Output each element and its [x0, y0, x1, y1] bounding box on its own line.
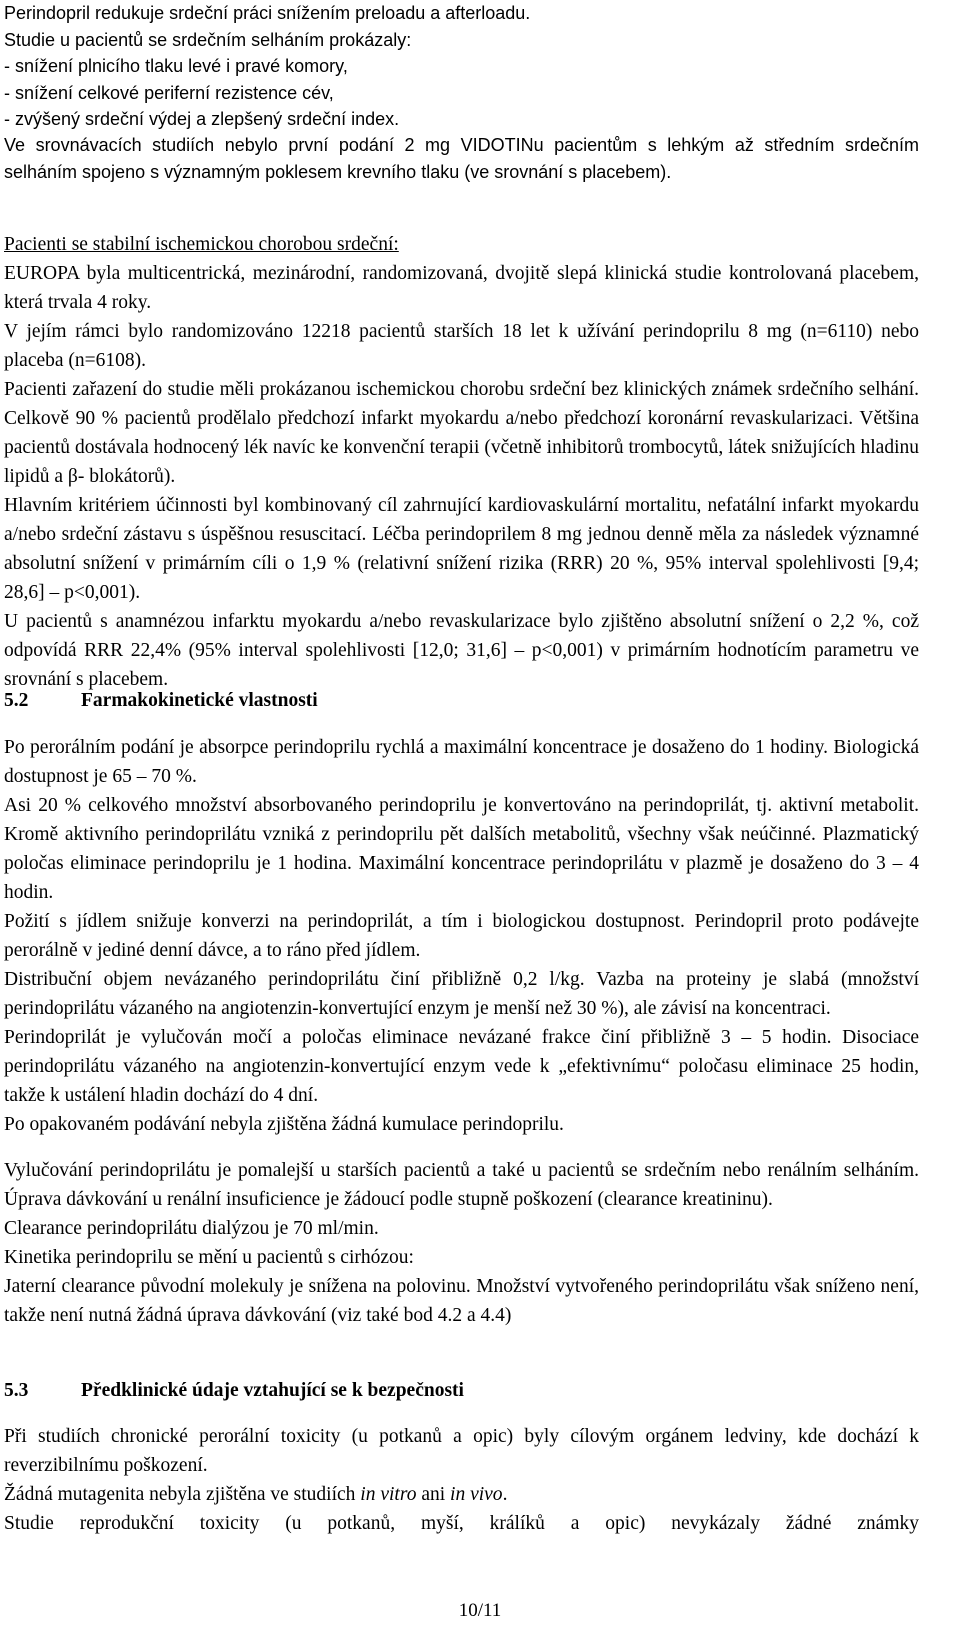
europa-paragraph-3: Pacienti zařazení do studie měli prokázanou ischemickou chorobu srdeční bez klinických známek srdečního selhání. Celkově 90 % pacientů prodělalo předchozí infarkt myokardu a/nebo předchozí koronární revaskularizaci. Většina pacientů dostávala hodnocený lék navíc ke konvenční terapii (včetně inhibitorů trombocytů, látek snižujících hladinu lipidů a β- blokátorů).	[4, 379, 919, 487]
intro-paragraph-2: Studie u pacientů se srdečním selháním prokázaly:	[4, 29, 412, 50]
europa-block	[4, 230, 919, 694]
section-title: Farmakokinetické vlastnosti	[81, 690, 318, 711]
section-5-2-block-a	[4, 733, 919, 1139]
section-5-3-block	[4, 1422, 919, 1538]
safety-paragraph-2-text: Žádná mutagenita nebyla zjištěna ve studiích	[4, 1484, 361, 1505]
section-title: Předklinické údaje vztahující se k bezpečnosti	[81, 1380, 464, 1401]
pk-paragraph-10: Jaterní clearance původní molekuly je snížena na polovinu. Množství vytvořeného perindoprilátu však sníženo není, takže není nutná žádná úprava dávkování (viz také bod 4.2 a 4.4)	[4, 1276, 919, 1326]
pk-paragraph-8: Clearance perindoprilátu dialýzou je 70 ml/min.	[4, 1218, 379, 1239]
pk-paragraph-4: Distribuční objem nevázaného perindoprilátu činí přibližně 0,2 l/kg. Vazba na proteiny je slabá (množství perindoprilátu vázaného na angiotenzin-konvertující enzym je menší než 30 %), ale závisí na koncentraci.	[4, 969, 919, 1019]
safety-paragraph-3: Studie reprodukční toxicity (u potkanů, myší, králíků a opic) nevykázaly žádné známky	[4, 1513, 919, 1534]
europa-paragraph-2: V jejím rámci bylo randomizováno 12218 pacientů starších 18 let k užívání perindoprilu 8 mg (n=6110) nebo placeba (n=6108).	[4, 321, 919, 371]
pk-paragraph-5: Perindoprilát je vylučován močí a poločas eliminace nevázané frakce činí přibližně 3 – 5 hodin. Disociace perindoprilátu vázaného na angiotenzin-konvertující enzym vede k „efektivnímu“ poločasu eliminace 25 hodin, takže k ustálení hladin dochází do 4 dní.	[4, 1027, 919, 1106]
pk-paragraph-3: Požití s jídlem snižuje konverzi na perindoprilát, a tím i biologickou dostupnost. Perindopril proto podávejte perorálně v jediné denní dávce, a to ráno před jídlem.	[4, 911, 919, 961]
in-vivo-term: in vivo	[450, 1484, 503, 1505]
intro-block	[4, 0, 919, 133]
europa-heading: Pacienti se stabilní ischemickou chorobou srdeční:	[4, 234, 399, 255]
europa-paragraph-5: U pacientů s anamnézou infarktu myokardu a/nebo revaskularizace bylo zjištěno absolutní snížení o 2,2 %, což odpovídá RRR 22,4% (95% interval spolehlivosti [12,0; 31,6] – p<0,001) v primárním hodnotícím parametru ve srovnání s placebem.	[4, 611, 919, 690]
section-5-2-heading	[4, 686, 919, 715]
page-number: 10/11	[458, 1600, 502, 1621]
in-vitro-term: in vitro	[360, 1484, 417, 1505]
pk-paragraph-6: Po opakovaném podávání nebyla zjištěna žádná kumulace perindoprilu.	[4, 1114, 564, 1135]
europa-paragraph-4: Hlavním kritériem účinnosti byl kombinovaný cíl zahrnující kardiovaskulární mortalitu, nefatální infarkt myokardu a/nebo srdeční zástavu s úspěšnou resuscitací. Léčba perindoprilem 8 mg jednou denně měla za následek významné absolutní snížení v primárním cíli o 1,9 % (relativní snížení rizika (RRR) 20 %, 95% interval spolehlivosti [9,4; 28,6] – p<0,001).	[4, 495, 919, 603]
intro-bullet-3: - zvýšený srdeční výdej a zlepšený srdeční index.	[4, 109, 400, 129]
safety-paragraph-2-conj: ani	[416, 1484, 451, 1505]
intro-bullet-1: - snížení plnicího tlaku levé i pravé komory,	[4, 56, 348, 76]
section-5-3-heading	[4, 1376, 919, 1405]
intro-paragraph-3: Ve srovnávacích studiích nebylo první podání 2 mg VIDOTINu pacientům s lehkým až středním srdečním selháním spojeno s významným poklesem krevního tlaku (ve srovnání s placebem).	[4, 135, 919, 182]
safety-paragraph-2-end: .	[502, 1484, 508, 1505]
section-number: 5.3	[4, 1380, 29, 1401]
pk-paragraph-1: Po perorálním podání je absorpce perindoprilu rychlá a maximální koncentrace je dosaženo do 1 hodiny. Biologická dostupnost je 65 – 70 %.	[4, 737, 919, 787]
section-5-2-block-b	[4, 1156, 919, 1330]
pk-paragraph-9: Kinetika perindoprilu se mění u pacientů s cirhózou:	[4, 1247, 414, 1268]
safety-paragraph-2	[4, 1480, 919, 1509]
intro-bullet-2: - snížení celkové periferní rezistence cév,	[4, 82, 334, 103]
section-number: 5.2	[4, 690, 29, 711]
europa-paragraph-1: EUROPA byla multicentrická, mezinárodní, randomizovaná, dvojitě slepá klinická studie kontrolovaná placebem, která trvala 4 roky.	[4, 263, 919, 313]
safety-paragraph-1: Při studiích chronické perorální toxicity (u potkanů a opic) byly cílovým orgánem ledviny, kde dochází k reverzibilnímu poškození.	[4, 1426, 919, 1476]
intro-paragraph-3-block	[4, 132, 919, 185]
pk-paragraph-7: Vylučování perindoprilátu je pomalejší u starších pacientů a také u pacientů se srdečním nebo renálním selháním. Úprava dávkování u renální insuficience je žádoucí podle stupně poškození (clearance kreatininu).	[4, 1160, 919, 1210]
pk-paragraph-2: Asi 20 % celkového množství absorbovaného perindoprilu je konvertováno na perindoprilát, tj. aktivní metabolit. Kromě aktivního perindoprilátu vzniká z perindoprilu pět dalších metabolitů, všechny však neúčinné. Plazmatický poločas eliminace perindoprilu je 1 hodina. Maximální koncentrace perindoprilátu v plazmě je dosaženo do 3 – 4 hodin.	[4, 795, 919, 903]
intro-paragraph-1: Perindopril redukuje srdeční práci snížením preloadu a afterloadu.	[4, 3, 531, 23]
